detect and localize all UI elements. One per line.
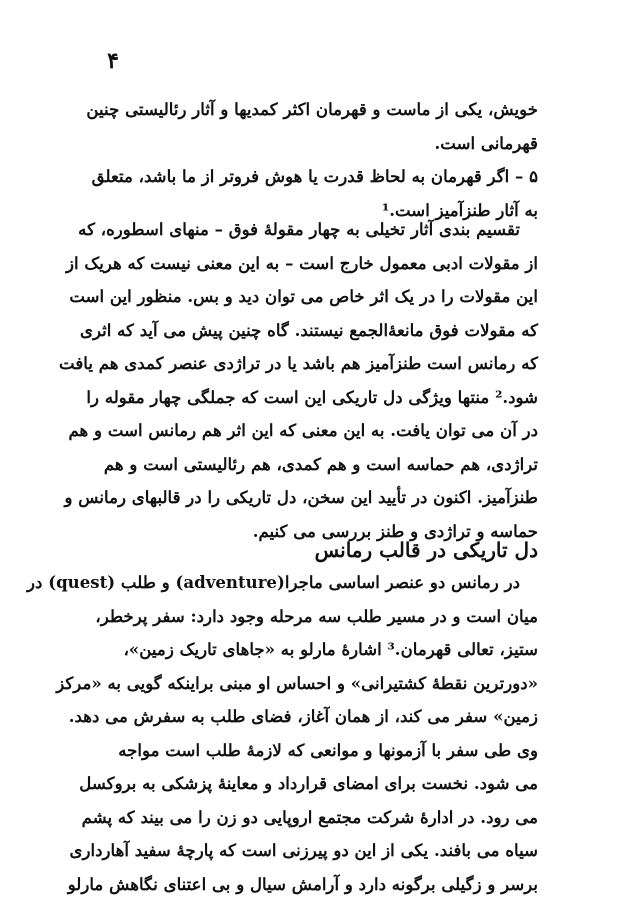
- paragraph-line: طنزآمیز. اکنون در تأیید این سخن، دل تاریکی را در قالبهای رمانس و: [64, 487, 538, 507]
- paragraph-line: از مقولات ادبی معمول خارج است – به این معنی نیست که هریک از: [66, 252, 538, 273]
- paragraph-line: می شود. نخست برای امضای قرارداد و معاینهٔ پزشکی به بروکسل: [79, 773, 538, 793]
- paragraph-line: در رمانس دو عنصر اساسی ماجرا(adventure) و طلب (quest) در: [27, 572, 520, 592]
- paragraph-line: این مقولات را در یک اثر خاص می توان دید و بس. منظور این است: [69, 286, 538, 306]
- paragraph-line: حماسه و تراژدی و طنز بررسی می کنیم.: [252, 520, 538, 541]
- paragraph-line: در آن می توان یافت. به این معنی که این اثر هم رمانس است و هم: [68, 420, 538, 440]
- paragraph-line: تراژدی، هم حماسه است و هم کمدی، هم رئالیستی است و هم: [103, 453, 538, 474]
- paragraph-1: [86, 93, 538, 160]
- paragraph-3: [59, 213, 538, 548]
- page-number: ۴: [107, 48, 119, 74]
- paragraph-line: قهرمانی است.: [434, 132, 538, 153]
- paragraph-line: وی طی سفر با آزمونها و موانعی که لازمهٔ طلب است مواجه: [118, 739, 538, 760]
- paragraph-line: که رمانس است طنزآمیز هم باشد یا در تراژدی عنصر کمدی هم یافت: [59, 353, 538, 373]
- paragraph-line: به آثار طنزآمیز است.¹: [381, 199, 538, 220]
- paragraph-line: ستیز، تعالی قهرمان.³ اشارهٔ مارلو به «جاهای تاریک زمین»،: [123, 639, 538, 659]
- paragraph-line: «دورترین نقطهٔ کشتیرانی» و احساس او مبنی براینکه گویی به «مرکز: [56, 672, 538, 693]
- paragraph-line: خویش، یکی از ماست و قهرمان اکثر کمدیها و آثار رئالیستی چنین: [86, 99, 538, 119]
- paragraph-line: زمین» سفر می کند، از همان آغاز، فضای طلب به سفرش می دهد.: [68, 706, 538, 726]
- paragraph-line: تقسیم بندی آثار تخیلی به چهار مقولهٔ فوق – منهای اسطوره، که: [78, 219, 520, 239]
- paragraph-line: برسر و زگیلی برگونه دارد و آرامش سیال و بی اعتنای نگاهش مارلو: [67, 873, 538, 894]
- paragraph-line: که مقولات فوق مانعهٔ‌الجمع نیستند. گاه چنین پیش می آید که اثری: [79, 319, 538, 340]
- paragraph-line: میان است و در مسیر طلب سه مرحله وجود دارد: سفر پرخطر،: [95, 605, 538, 626]
- paragraph-line: سیاه می بافند. یکی از این دو پیرزنی است که پارچهٔ سفید آهارداری: [69, 840, 538, 860]
- section-heading: دل تاریکی در قالب رمانس: [314, 538, 538, 562]
- paragraph-4: [27, 566, 538, 901]
- paragraph-line: ۵ – اگر قهرمان به لحاظ قدرت یا هوش فروتر از ما باشد، متعلق: [91, 166, 538, 186]
- paragraph-line: شود.² منتها ویژگی دل تاریکی این است که جملگی چهار مقوله را: [86, 386, 538, 407]
- paragraph-line: می رود. در ادارهٔ شرکت مجتمع اروپایی دو زن را می بیند که پشم: [81, 806, 538, 827]
